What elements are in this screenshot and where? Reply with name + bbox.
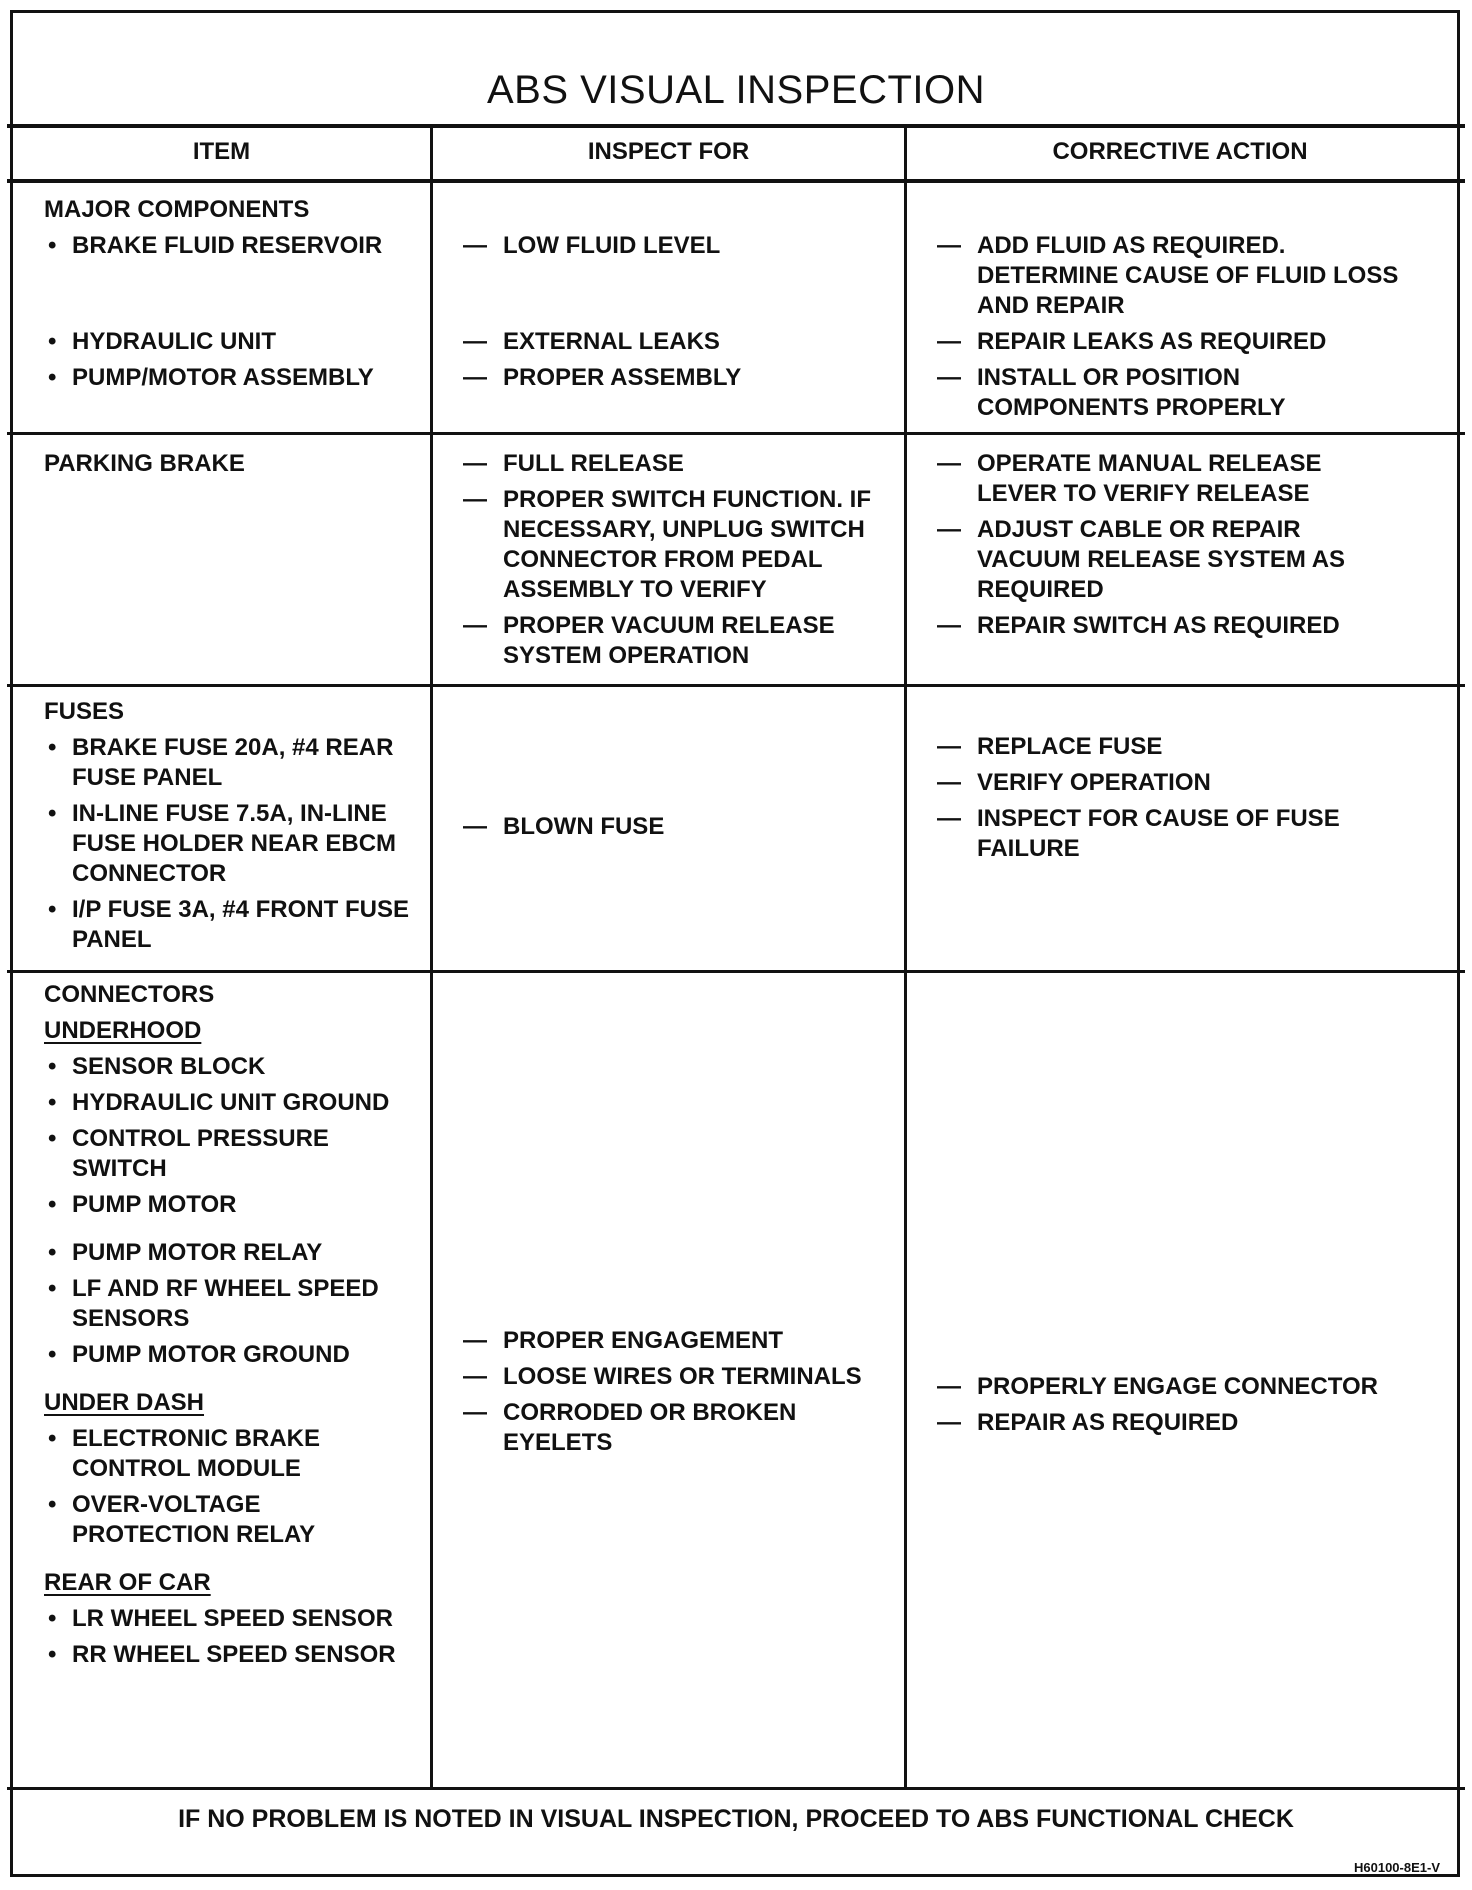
list-item: • PUMP MOTOR <box>44 1190 424 1220</box>
list-item: — PROPERLY ENGAGE CONNECTOR <box>937 1372 1407 1402</box>
row-rule-3 <box>7 970 1465 973</box>
connectors-item-cell <box>44 980 424 1676</box>
list-item: — PROPER VACUUM RELEASE SYSTEM OPERATION <box>463 611 893 671</box>
parking-brake-heading: PARKING BRAKE <box>44 450 245 477</box>
list-item: • OVER-VOLTAGE PROTECTION RELAY <box>44 1490 424 1550</box>
list-item: • CONTROL PRESSURE SWITCH <box>44 1124 424 1184</box>
list-item: — INSPECT FOR CAUSE OF FUSE FAILURE <box>937 804 1407 864</box>
major-components-heading: MAJOR COMPONENTS <box>44 196 310 223</box>
header-rule <box>7 179 1465 183</box>
list-item: • BRAKE FUSE 20A, #4 REAR FUSE PANEL <box>44 733 424 793</box>
list-item: — ADD FLUID AS REQUIRED. DETERMINE CAUSE OF FLUID LOSS AND REPAIR <box>937 231 1407 321</box>
parking-brake-action-cell <box>937 449 1407 647</box>
column-divider-2 <box>904 126 907 1788</box>
list-item: — FULL RELEASE <box>463 449 893 479</box>
list-item: — ADJUST CABLE OR REPAIR VACUUM RELEASE SYSTEM AS REQUIRED <box>937 515 1407 605</box>
list-item: — REPAIR SWITCH AS REQUIRED <box>937 611 1407 641</box>
major-components-item-cell <box>44 195 424 399</box>
figure-code: H60100-8E1-V <box>1354 1860 1440 1875</box>
fuses-item-cell <box>44 697 424 961</box>
list-item: — CORRODED OR BROKEN EYELETS <box>463 1398 893 1458</box>
list-item: • HYDRAULIC UNIT GROUND <box>44 1088 424 1118</box>
list-item: — PROPER ASSEMBLY <box>463 363 893 393</box>
page-title: ABS VISUAL INSPECTION <box>486 68 986 112</box>
list-item: • LF AND RF WHEEL SPEED SENSORS <box>44 1274 424 1334</box>
list-item: — LOW FLUID LEVEL <box>463 231 893 261</box>
list-item: — BLOWN FUSE <box>463 812 893 842</box>
list-item: • SENSOR BLOCK <box>44 1052 424 1082</box>
list-item: — REPAIR LEAKS AS REQUIRED <box>937 327 1407 357</box>
list-item: • LR WHEEL SPEED SENSOR <box>44 1604 424 1634</box>
list-item: — REPAIR AS REQUIRED <box>937 1408 1407 1438</box>
row-rule-2 <box>7 684 1465 687</box>
connectors-heading: CONNECTORS <box>44 981 215 1008</box>
column-header-inspect: INSPECT FOR <box>587 138 750 165</box>
list-item: • I/P FUSE 3A, #4 FRONT FUSE PANEL <box>44 895 424 955</box>
list-item: — LOOSE WIRES OR TERMINALS <box>463 1362 893 1392</box>
connectors-action-cell <box>937 1372 1407 1444</box>
parking-brake-item-cell <box>44 449 424 485</box>
list-item: • PUMP MOTOR RELAY <box>44 1238 424 1268</box>
list-item: • BRAKE FLUID RESERVOIR <box>44 231 424 261</box>
list-item: • HYDRAULIC UNIT <box>44 327 424 357</box>
list-item: • ELECTRONIC BRAKE CONTROL MODULE <box>44 1424 424 1484</box>
fuses-heading: FUSES <box>44 698 125 725</box>
list-item: — VERIFY OPERATION <box>937 768 1407 798</box>
column-header-item: ITEM <box>192 138 251 165</box>
footer-note: IF NO PROBLEM IS NOTED IN VISUAL INSPECTION, PROCEED TO ABS FUNCTIONAL CHECK <box>178 1805 1294 1833</box>
fuses-inspect-cell <box>463 812 893 848</box>
list-item: — INSTALL OR POSITION COMPONENTS PROPERLY <box>937 363 1407 423</box>
list-item: — PROPER SWITCH FUNCTION. IF NECESSARY, UNPLUG SWITCH CONNECTOR FROM PEDAL ASSEMBLY TO VERIFY <box>463 485 893 605</box>
parking-brake-inspect-cell <box>463 449 893 677</box>
major-components-action-cell <box>937 231 1407 429</box>
column-divider-1 <box>430 126 433 1788</box>
list-item: • PUMP MOTOR GROUND <box>44 1340 424 1370</box>
connectors-inspect-cell <box>463 1326 893 1464</box>
major-components-inspect-cell <box>463 231 893 399</box>
list-item: • RR WHEEL SPEED SENSOR <box>44 1640 424 1670</box>
footer-rule <box>7 1787 1465 1790</box>
list-item: — EXTERNAL LEAKS <box>463 327 893 357</box>
underhood-subheading: UNDERHOOD <box>44 1017 202 1044</box>
fuses-action-cell <box>937 732 1407 870</box>
under-dash-subheading: UNDER DASH <box>44 1389 205 1416</box>
list-item: — OPERATE MANUAL RELEASE LEVER TO VERIFY RELEASE <box>937 449 1407 509</box>
row-rule-1 <box>7 432 1465 435</box>
list-item: — PROPER ENGAGEMENT <box>463 1326 893 1356</box>
list-item: • PUMP/MOTOR ASSEMBLY <box>44 363 424 393</box>
rear-of-car-subheading: REAR OF CAR <box>44 1569 211 1596</box>
list-item: • IN-LINE FUSE 7.5A, IN-LINE FUSE HOLDER NEAR EBCM CONNECTOR <box>44 799 424 889</box>
list-item: — REPLACE FUSE <box>937 732 1407 762</box>
column-header-action: CORRECTIVE ACTION <box>1052 138 1308 165</box>
